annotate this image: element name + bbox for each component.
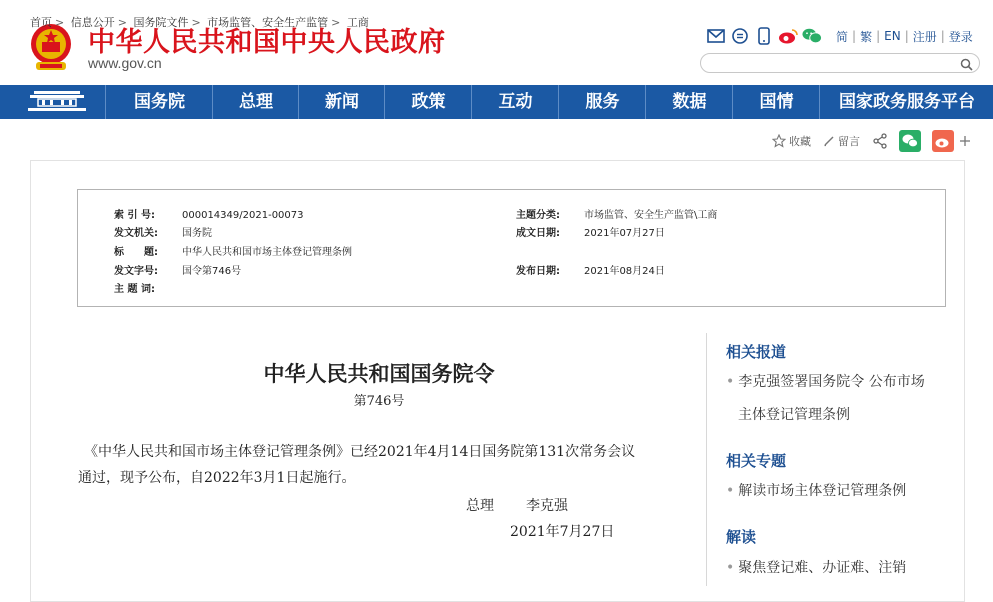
nav-item-news[interactable]: 新闻 [298,85,385,119]
nav-item-policy[interactable]: 政策 [384,85,472,119]
login-link[interactable]: 登录 [948,29,973,44]
share-button[interactable] [872,133,891,149]
signature-name: 李克强 [526,498,568,514]
document-paragraph-line-2: 通过，现予公布，自2022年3月1日起施行。 [78,470,356,486]
nav-item-interaction[interactable]: 互动 [471,85,559,119]
bullet-icon: • [726,374,735,390]
document-paragraph-line-1: 《中华人民共和国市场主体登记管理条例》已经2021年4月14日国务院第131次常务会议 [84,444,636,460]
meta-category: 主题分类: 市场监管、安全生产监管\工商 [516,210,718,221]
site-title[interactable]: 中华人民共和国中央人民政府 [88,27,446,58]
lang-english-link[interactable]: EN [884,29,901,43]
page-actions [772,130,974,152]
search-icon[interactable] [960,56,973,75]
lang-simplified-link[interactable]: 简 [836,29,849,44]
search-input[interactable] [700,53,980,73]
document-title: 中华人民共和国国务院令 [263,361,495,386]
message-icon[interactable] [730,26,750,46]
plus-icon [959,135,971,147]
pen-icon [823,135,835,147]
star-icon [772,134,786,148]
related-topic-link[interactable]: • 解读市场主体登记管理条例 [726,483,907,499]
signature-date: 2021年7月27日 [510,524,615,540]
related-news-link-continued[interactable]: 主体登记管理条例 [738,407,850,423]
breadcrumb-commerce-link[interactable]: 工商 [346,16,369,29]
comment-button[interactable] [823,133,860,149]
mail-icon[interactable] [706,26,726,46]
nav-item-state-council[interactable]: 国务院 [105,85,213,119]
breadcrumb-council-docs-link[interactable]: 国务院文件 [133,16,189,29]
home-building-icon[interactable] [28,89,86,115]
nav-item-national-info[interactable]: 国情 [732,85,820,119]
register-link[interactable]: 注册 [912,29,937,44]
interpretation-link[interactable]: • 聚焦登记难、办证难、注销 [726,560,907,576]
meta-written-date: 成文日期: 2021年07月27日 [516,228,665,239]
breadcrumb-info-public-link[interactable]: 信息公开 [70,16,115,29]
comment-label: 留言 [838,135,860,148]
share-icon [872,133,888,149]
sidebar-divider [706,333,707,586]
nav-item-services[interactable]: 服务 [558,85,646,119]
wechat-share-icon [899,130,921,152]
bullet-icon: • [726,560,735,576]
main-nav [0,85,993,120]
bullet-icon: • [726,483,735,499]
document-number: 第746号 [353,394,405,409]
meta-doc-number: 发文字号: 国令第746号 [114,266,242,277]
meta-published-date: 发布日期: 2021年08月24日 [516,266,665,277]
related-news-heading: 相关报道 [726,343,787,361]
nav-item-data[interactable]: 数据 [645,85,733,119]
language-switch: 简 | 繁 | EN | 注册 | 登录 [832,28,977,45]
breadcrumb: 首页 > 信息公开 > 国务院文件 > 市场监管、安全生产监管 > 工商 [30,16,369,29]
interpretation-heading: 解读 [726,528,757,546]
meta-issuer: 发文机关: 国务院 [114,228,212,239]
share-weibo-button[interactable] [932,130,957,152]
share-wechat-button[interactable] [899,130,924,152]
breadcrumb-home-link[interactable]: 首页 [30,16,52,29]
mobile-icon[interactable] [754,26,774,46]
signature-role: 总理 [466,498,494,514]
wechat-icon[interactable] [802,26,822,46]
meta-subject: 主 题 词: [114,284,155,295]
favorite-label: 收藏 [789,135,811,148]
related-topic-heading: 相关专题 [726,452,787,470]
nav-item-premier[interactable]: 总理 [212,85,299,119]
weibo-icon[interactable] [778,26,798,46]
lang-traditional-link[interactable]: 繁 [860,29,873,44]
meta-title: 标 题: 中华人民共和国市场主体登记管理条例 [114,247,352,258]
breadcrumb-market-supervision-link[interactable]: 市场监管、安全生产监管 [207,16,329,29]
weibo-share-icon [932,130,954,152]
nav-item-gov-service-platform[interactable]: 国家政务服务平台 [819,85,993,119]
header-tools [706,26,977,46]
meta-index: 索 引 号: 000014349/2021-00073 [114,210,304,221]
share-more-button[interactable] [959,135,974,147]
related-news-link[interactable]: • 李克强签署国务院令 公布市场 [726,374,925,390]
site-header [0,0,993,85]
favorite-button[interactable] [772,133,811,149]
site-url[interactable]: www.gov.cn [88,55,162,71]
